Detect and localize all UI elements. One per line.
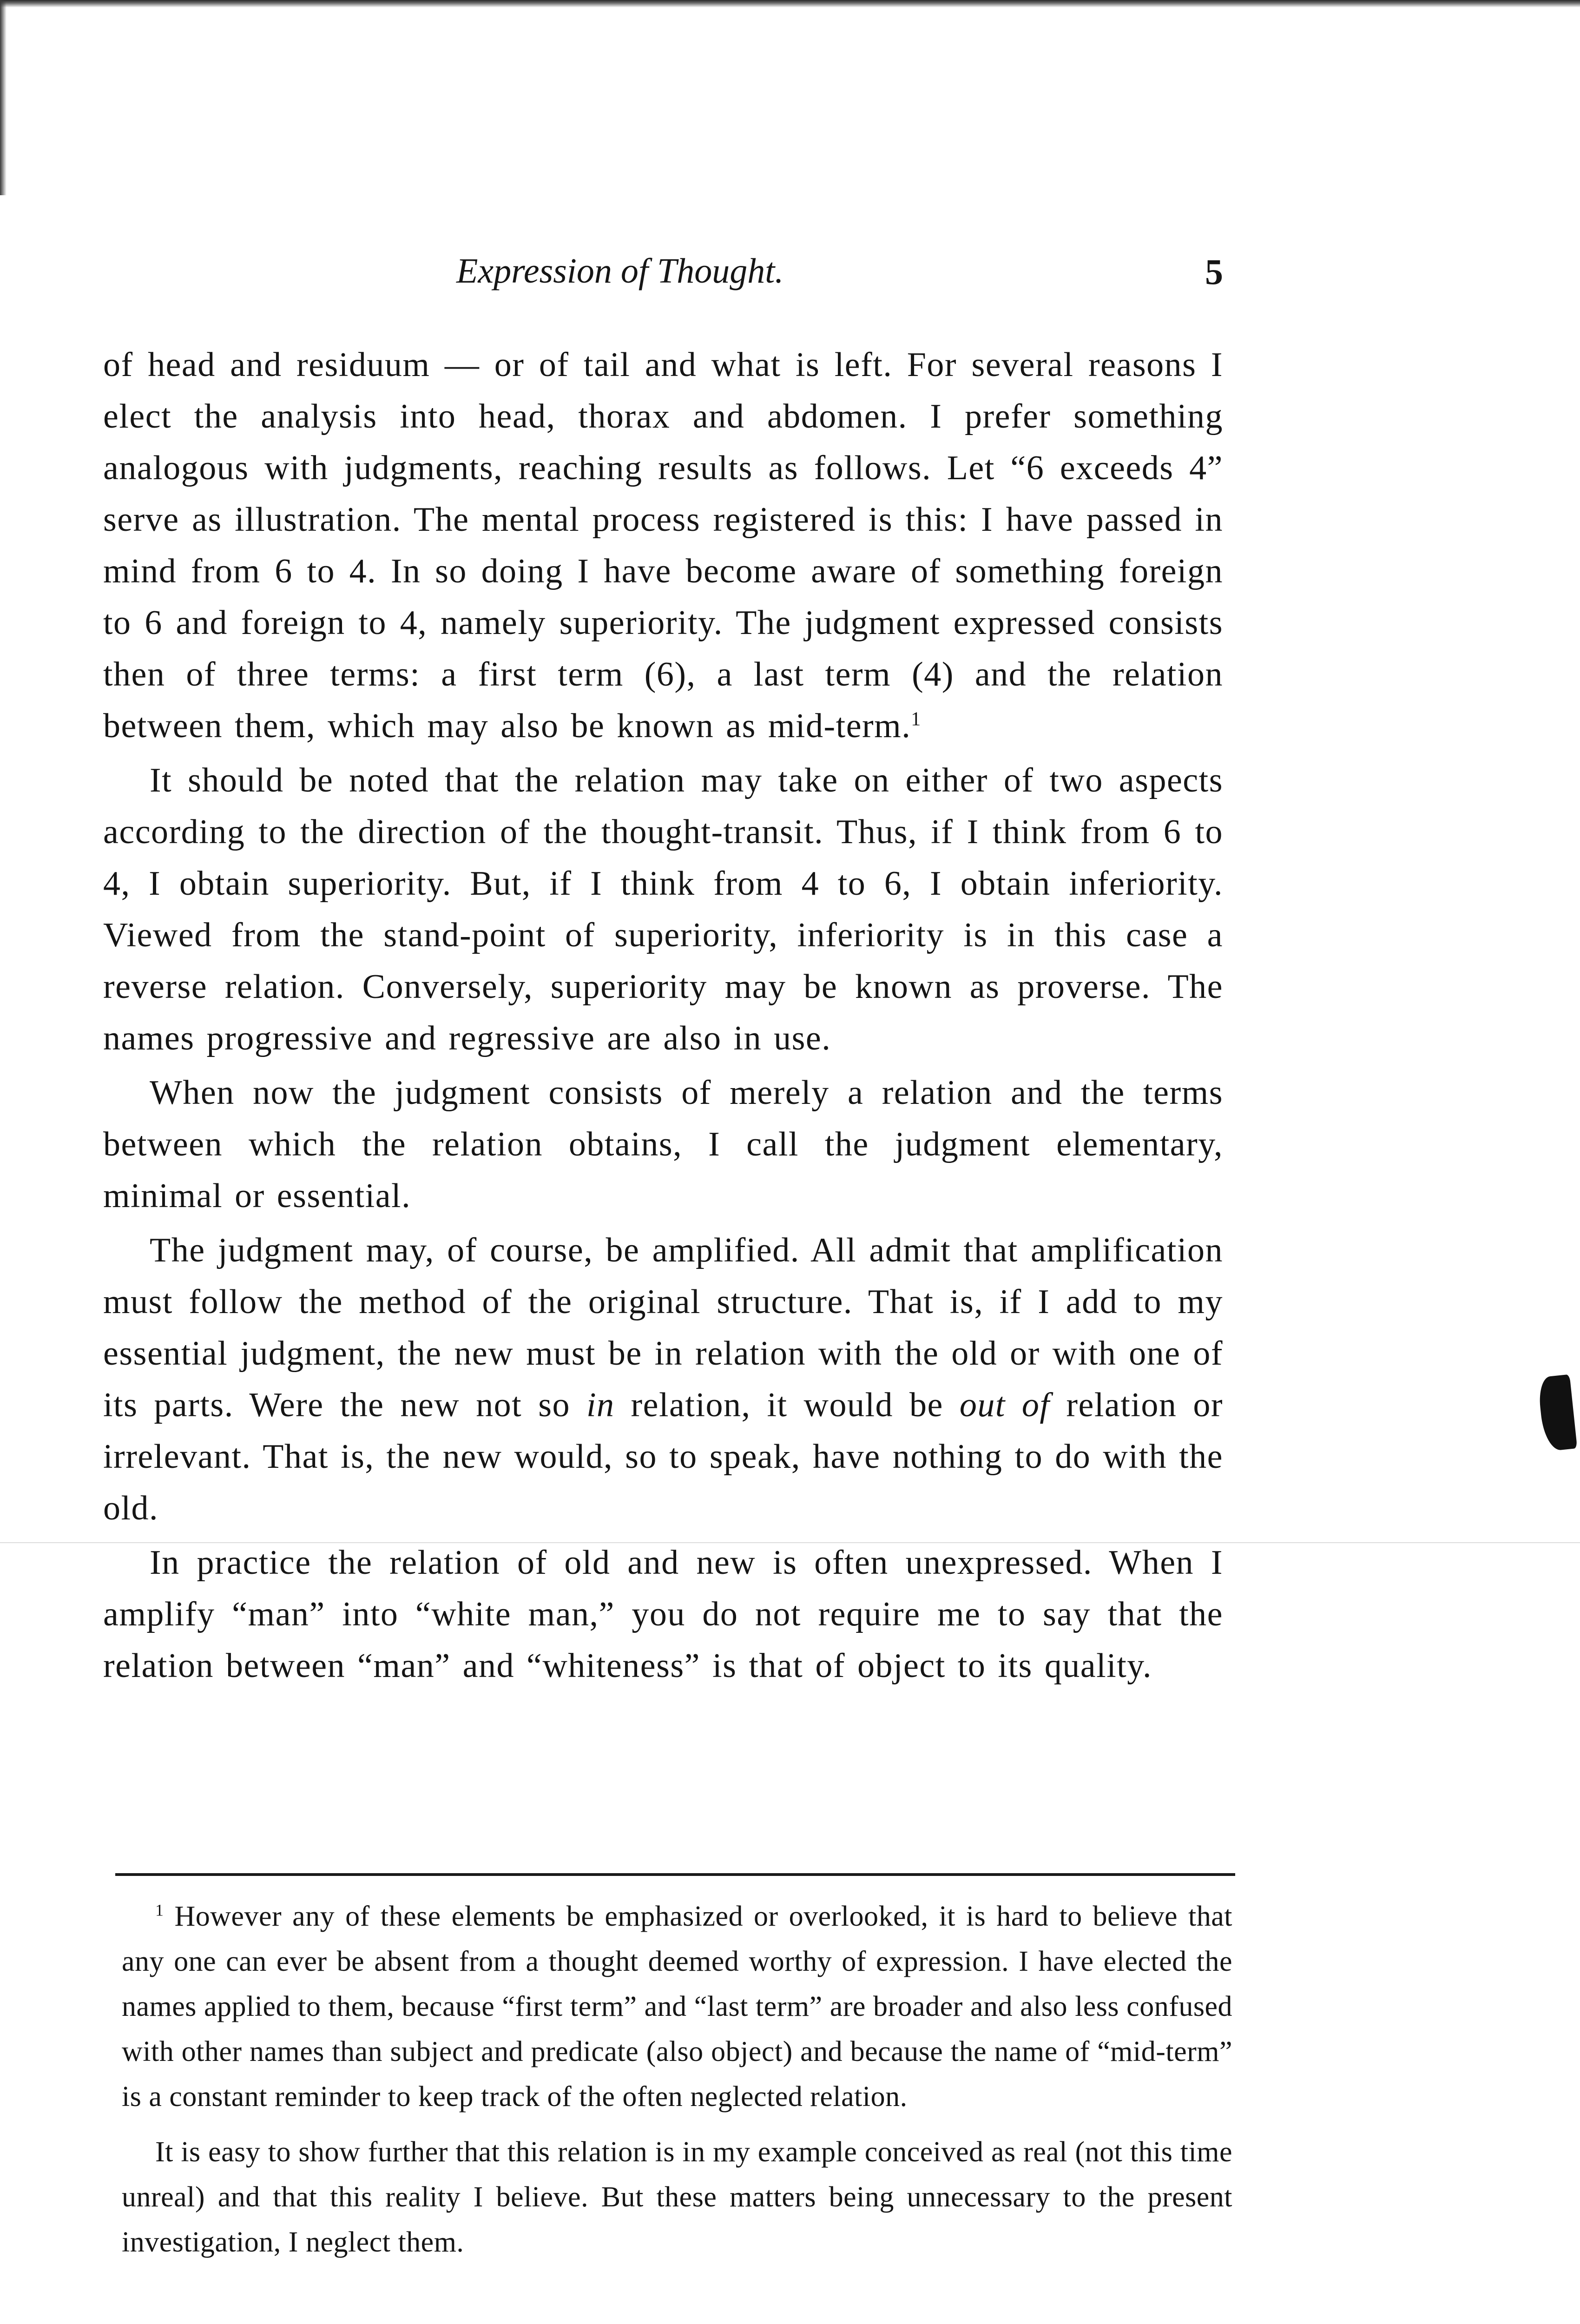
- page-number: 5: [1205, 251, 1223, 292]
- footnotes: [122, 1894, 1232, 2265]
- footnote-marker: 1: [155, 1901, 164, 1920]
- scan-edge-left: [0, 0, 7, 195]
- footnote-1-text: However any of these elements be emphasized or overlooked, it is hard to believe that any one can ever be absent from a thought deemed worthy of expression. I have elected the names applied to them, because “first term” and “last term” are broader and also less confused with other names than subject and predicate (also object) and because the name of “mid-term” is a constant reminder to keep track of the often neglected relation.: [122, 1901, 1232, 2113]
- body-text: [103, 339, 1223, 1692]
- running-title: Expression of Thought.: [456, 251, 784, 290]
- scan-edge-top: [0, 0, 1580, 7]
- paragraph-3: When now the judgment consists of merely a relation and the terms between which the relation obtains, I call the judgment elementary, minimal or essential.: [103, 1074, 1223, 1215]
- footnote-divider: [115, 1873, 1235, 1876]
- footnote-1: [122, 1894, 1232, 2119]
- emphasis-out-of: out of: [959, 1386, 1050, 1424]
- footnote-1-continuation: It is easy to show further that this relation is in my example conceived as real (not this time unreal) and that this reality I believe. But these matters being unnecessary to the present investigation, I neglect them.: [122, 2136, 1232, 2258]
- ink-blot: [1537, 1374, 1577, 1452]
- footnote-reference: 1: [911, 708, 922, 730]
- paragraph-4: [103, 1225, 1223, 1534]
- paragraph-1-text: of head and residuum — or of tail and what is left. For several reasons I elect the analysis into head, thorax and abdomen. I prefer something analogous with judgments, reaching results as follows. Let “6 exceeds 4” serve as illustration. The mental process registered is this: I have passed in mind from 6 to 4. In so doing I have become aware of something foreign to 6 and foreign to 4, namely superiority. The judgment expressed consists then of three terms: a first term (6), a last term (4) and the relation between them, which may also be known as mid-term.: [103, 346, 1223, 745]
- paragraph-4-part-3: relation or irrelevant. That is, the new would, so to speak, have nothing to do with the old.: [103, 1386, 1224, 1527]
- paragraph-4-part-1: The judgment may, of course, be amplified. All admit that amplification must follow the method of the original structure. That is, if I add to my essential judgment, the new must be in relation with the old or with one of its parts. Were the new not so: [103, 1231, 1223, 1424]
- paragraph-2: It should be noted that the relation may take on either of two aspects according to the direction of the thought-transit. Thus, if I think from 6 to 4, I obtain superiority. But, if I think from 4 to 6, I obtain inferiority. Viewed from the stand-point of superiority, inferiority is in this case a reverse relation. Conversely, superiority may be known as proverse. The names progressive and regressive are also in use.: [103, 761, 1223, 1057]
- running-head: [103, 251, 1223, 302]
- paragraph-1: [103, 339, 1223, 752]
- emphasis-in: in: [586, 1386, 615, 1424]
- paragraph-4-part-2: relation, it would be: [614, 1386, 960, 1424]
- paragraph-5: In practice the relation of old and new is often unexpressed. When I amplify “man” into “white man,” you do not require me to say that the relation between “man” and “whiteness” is that of object to its quality.: [103, 1544, 1223, 1685]
